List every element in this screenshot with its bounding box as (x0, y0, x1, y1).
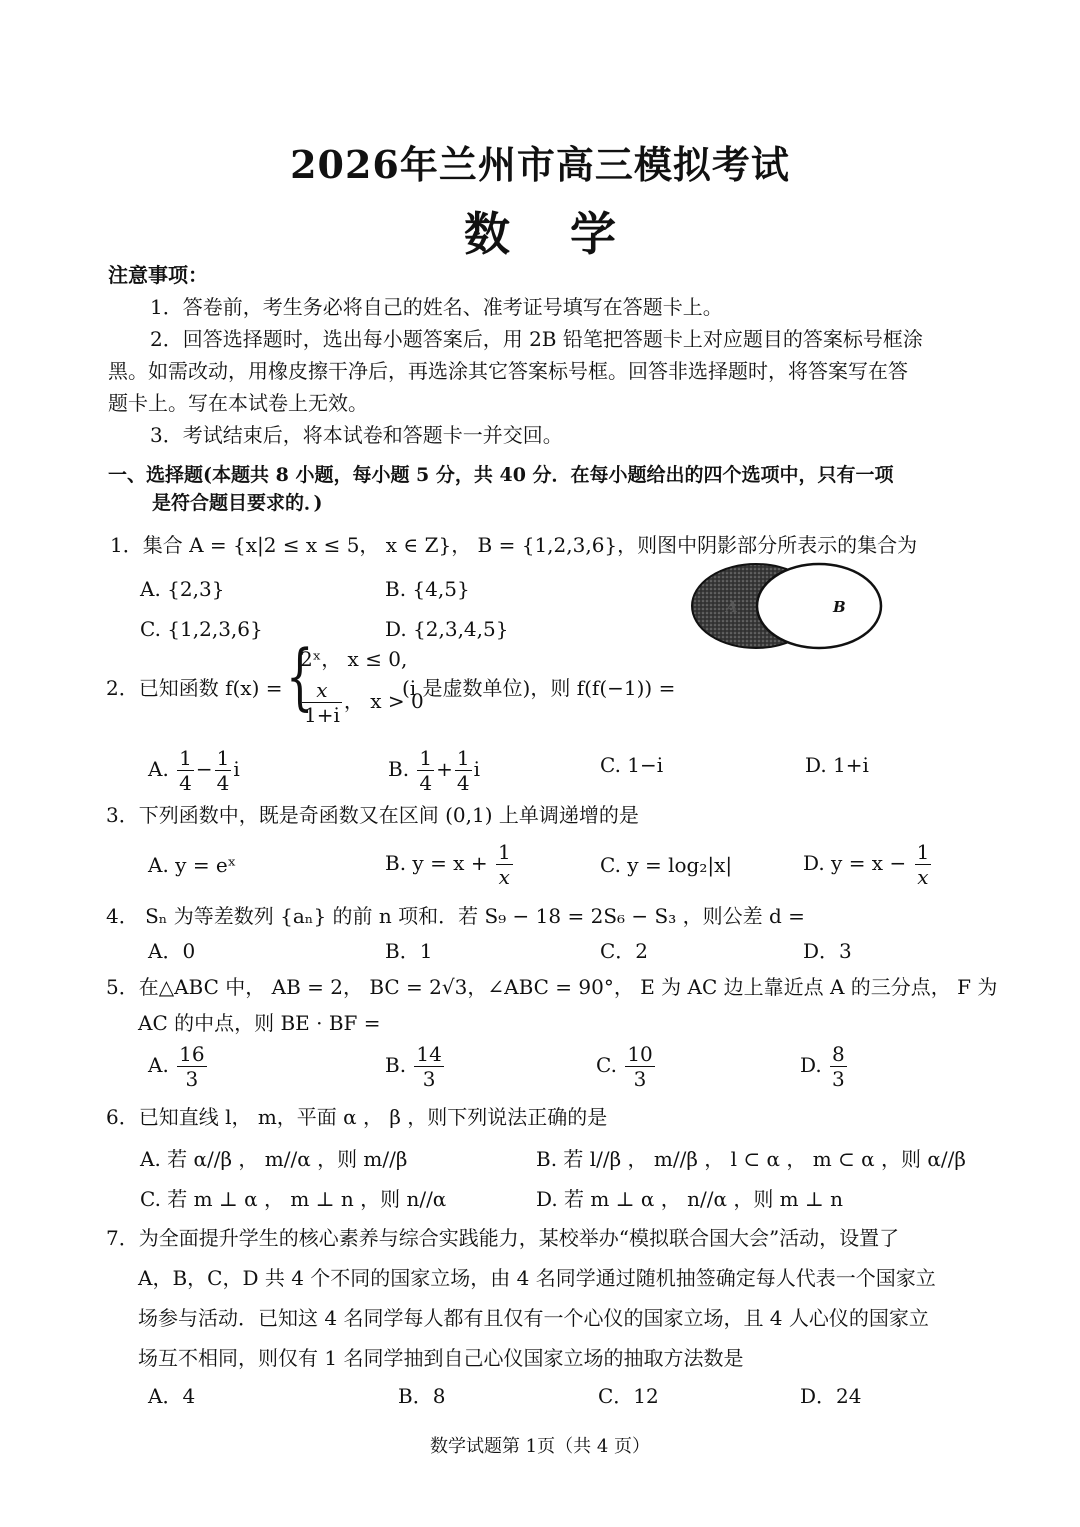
option-a-den-1: 4 (179, 771, 192, 795)
option-a-label: A. (148, 757, 169, 781)
option-c-denominator: 3 (633, 1067, 647, 1091)
question-6-option-a: A. 若 α//β ， m//α ，则 m//β (140, 1147, 408, 1171)
option-d-numerator: 1 (916, 840, 930, 864)
question-1-option-b: B. {4,5} (385, 577, 470, 601)
option-d-expression: D. y = x − (803, 851, 907, 875)
exam-title: 2026年兰州市高三模拟考试 (290, 142, 790, 187)
question-7-line-1: 7．为全面提升学生的核心素养与综合实践能力，某校举办“模拟联合国大会”活动，设置了 (106, 1226, 900, 1250)
question-2-suffix: (i 是虚数单位)，则 f(f(−1)) = (402, 676, 676, 700)
question-7-option-a: A．4 (148, 1384, 196, 1408)
option-a-num-2: 1 (216, 746, 230, 770)
question-7-line-3: 场参与活动．已知这 4 名同学每人都有且仅有一个心仪的国家立场，且 4 人心仪的国家立 (138, 1306, 929, 1330)
section-heading-line-1: 一、选择题(本题共 8 小题，每小题 5 分，共 40 分．在每小题给出的四个选项中，只有一项 (108, 464, 894, 486)
question-2-case-1: 2ˣ， x ≤ 0, (300, 647, 408, 671)
option-a-operator: − (195, 757, 213, 781)
option-b-den-2: 4 (456, 771, 470, 795)
question-5-option-b (385, 1044, 446, 1089)
question-6-stem: 6．已知直线 l， m，平面 α ， β ，则下列说法正确的是 (106, 1105, 608, 1129)
venn-label-b: B (833, 598, 846, 616)
question-7-option-b: B．8 (398, 1384, 446, 1408)
option-b-denominator: 3 (422, 1067, 436, 1091)
option-a-label: A. (148, 1053, 169, 1077)
question-4-stem: 4． Sₙ 为等差数列 {aₙ} 的前 n 项和．若 S₉ − 18 = 2S₆ − S₃ ，则公差 d = (106, 904, 805, 928)
page-footer: 数学试题第 1页（共 4 页） (429, 1436, 651, 1457)
question-7-option-d: D．24 (800, 1384, 862, 1408)
option-d-denominator: x (917, 865, 929, 889)
option-a-numerator: 16 (179, 1042, 205, 1066)
question-2-option-d: D. 1+i (805, 753, 869, 777)
question-3-option-c: C. y = log₂|x| (600, 853, 733, 877)
question-4-option-b: B．1 (385, 939, 433, 963)
question-4-option-c: C．2 (600, 939, 649, 963)
question-5-option-d (800, 1044, 849, 1089)
option-b-num-1: 1 (419, 746, 433, 770)
section-heading-line-2: 是符合题目要求的．) (152, 492, 323, 514)
question-1-option-a: A. {2,3} (140, 577, 225, 601)
option-a-num-1: 1 (179, 746, 192, 770)
question-4-option-a: A．0 (148, 939, 196, 963)
option-b-den-1: 4 (419, 771, 433, 795)
question-1-stem: 1．集合 A = {x|2 ≤ x ≤ 5， x ∈ Z}， B = {1,2,3,6}，则图中阴影部分所表示的集合为 (110, 533, 918, 557)
notice-item-3: 3．考试结束后，将本试卷和答题卡一并交回。 (150, 423, 563, 447)
question-6-option-d: D. 若 m ⊥ α ， n//α ，则 m ⊥ n (536, 1187, 844, 1211)
option-d-denominator: 3 (832, 1067, 845, 1091)
question-5-line-2: AC 的中点，则 BE · BF = (138, 1011, 381, 1035)
question-2-option-a (148, 748, 240, 793)
case-2-denominator: 1+i (304, 703, 340, 727)
question-6-option-b: B. 若 l//β ， m//β ， l ⊂ α ， m ⊂ α ，则 α//β (536, 1147, 966, 1171)
option-c-numerator: 10 (627, 1042, 653, 1066)
question-7-line-2: A，B，C，D 共 4 个不同的国家立场，由 4 名同学通过随机抽签确定每人代表一个国家立 (138, 1266, 936, 1290)
option-a-tail: i (233, 757, 240, 781)
option-b-label: B. (388, 757, 410, 781)
question-3-option-a: A. y = eˣ (148, 853, 237, 877)
option-b-num-2: 1 (456, 746, 470, 770)
option-a-denominator: 3 (185, 1067, 199, 1091)
question-4-option-d: D．3 (803, 939, 852, 963)
venn-label-a: A (726, 598, 738, 616)
option-c-label: C. (596, 1053, 617, 1077)
option-b-numerator: 14 (416, 1042, 442, 1066)
venn-set-b (757, 564, 881, 648)
notice-item-1: 1．答卷前，考生务必将自己的姓名、准考证号填写在答题卡上。 (150, 295, 723, 319)
option-a-den-2: 4 (216, 771, 230, 795)
option-b-tail: i (473, 757, 481, 781)
option-d-label: D. (800, 1053, 822, 1077)
notice-item-2-line-1: 2．回答选择题时，选出每小题答案后，用 2B 铅笔把答题卡上对应题目的答案标号框涂 (150, 327, 923, 351)
question-2-prefix: 2．已知函数 f(x) = (106, 676, 283, 700)
question-3-stem: 3．下列函数中，既是奇函数又在区间 (0,1) 上单调递增的是 (106, 803, 639, 827)
option-b-denominator: x (498, 865, 510, 889)
question-3-option-b (385, 842, 515, 887)
question-2-option-c: C. 1−i (600, 753, 664, 777)
notice-item-2-line-3: 题卡上。写在本试卷上无效。 (108, 391, 368, 415)
case-2-condition: ， x > 0 (343, 689, 424, 713)
option-b-numerator: 1 (497, 840, 511, 864)
question-6-option-c: C. 若 m ⊥ α ， m ⊥ n ，则 n//α (140, 1187, 447, 1211)
case-2-numerator: x (302, 680, 342, 703)
question-2-option-b (388, 748, 480, 793)
question-3-option-d (803, 842, 933, 887)
question-1-option-c: C. {1,2,3,6} (140, 617, 263, 641)
notice-item-2-line-2: 黑。如需改动，用橡皮擦干净后，再选涂其它答案标号框。回答非选择题时，将答案写在答 (108, 359, 908, 383)
option-b-operator: + (436, 757, 453, 781)
question-5-option-c (596, 1044, 657, 1089)
option-b-expression: B. y = x + (385, 851, 488, 875)
venn-diagram (686, 560, 886, 652)
piecewise-brace: { (286, 634, 314, 718)
notice-heading: 注意事项： (108, 263, 208, 287)
option-d-numerator: 8 (832, 1042, 845, 1066)
question-1-option-d: D. {2,3,4,5} (385, 617, 509, 641)
option-b-label: B. (385, 1053, 407, 1077)
question-5-line-1: 5．在△ABC 中， AB = 2， BC = 2√3，∠ABC = 90°， E 为 AC 边上靠近点 A 的三分点， F 为 (106, 975, 998, 999)
question-7-option-c: C．12 (598, 1384, 659, 1408)
question-7-line-4: 场互不相同，则仅有 1 名同学抽到自己心仪国家立场的抽取方法数是 (138, 1346, 744, 1370)
exam-subject: 数学 (464, 207, 676, 261)
question-5-option-a (148, 1044, 209, 1089)
